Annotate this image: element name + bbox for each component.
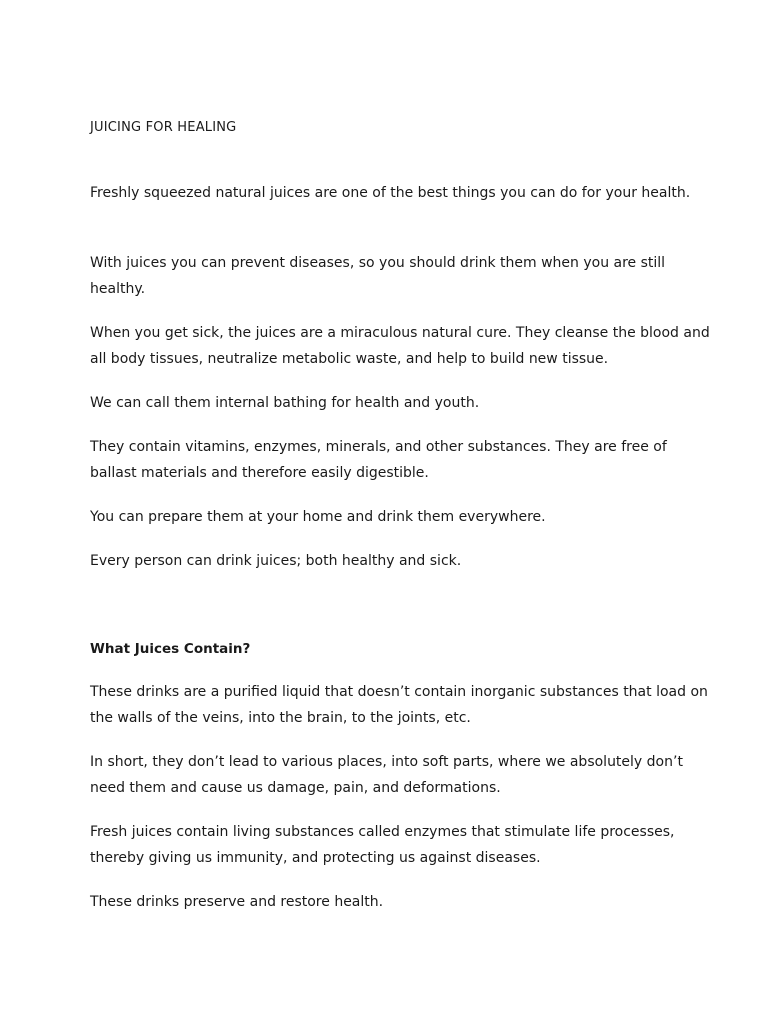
document-page	[90, 0, 710, 1024]
paragraph-vitamins: They contain vitamins, enzymes, minerals, and other substances. They are free of ballast materials and therefore easily digestible.	[90, 439, 667, 481]
paragraph-natural-cure: When you get sick, the juices are a miraculous natural cure. They cleanse the blood and all body tissues, neutralize metabolic waste, and help to build new tissue.	[90, 325, 710, 367]
paragraph-enzymes: Fresh juices contain living substances called enzymes that stimulate life processes, thereby giving us immunity, and protecting us against diseases.	[90, 824, 675, 866]
paragraph-internal-bathing: We can call them internal bathing for health and youth.	[90, 395, 480, 411]
paragraph-prepare-at-home: You can prepare them at your home and drink them everywhere.	[90, 509, 546, 525]
paragraph-purified-liquid: These drinks are a purified liquid that doesn’t contain inorganic substances that load on the walls of the veins, into the brain, to the joints, etc.	[90, 684, 708, 726]
document-title: JUICING FOR HEALING	[90, 120, 237, 135]
paragraph-every-person: Every person can drink juices; both healthy and sick.	[90, 553, 462, 569]
section-heading: What Juices Contain?	[90, 641, 251, 657]
paragraph-prevent-diseases: With juices you can prevent diseases, so you should drink them when you are still healthy.	[90, 255, 666, 297]
paragraph-fresh-juices: Freshly squeezed natural juices are one of the best things you can do for your health.	[90, 185, 691, 201]
paragraph-soft-parts: In short, they don’t lead to various places, into soft parts, where we absolutely don’t need them and cause us damage, pain, and deformations.	[90, 754, 683, 796]
paragraph-restore-health: These drinks preserve and restore health.	[90, 894, 384, 910]
